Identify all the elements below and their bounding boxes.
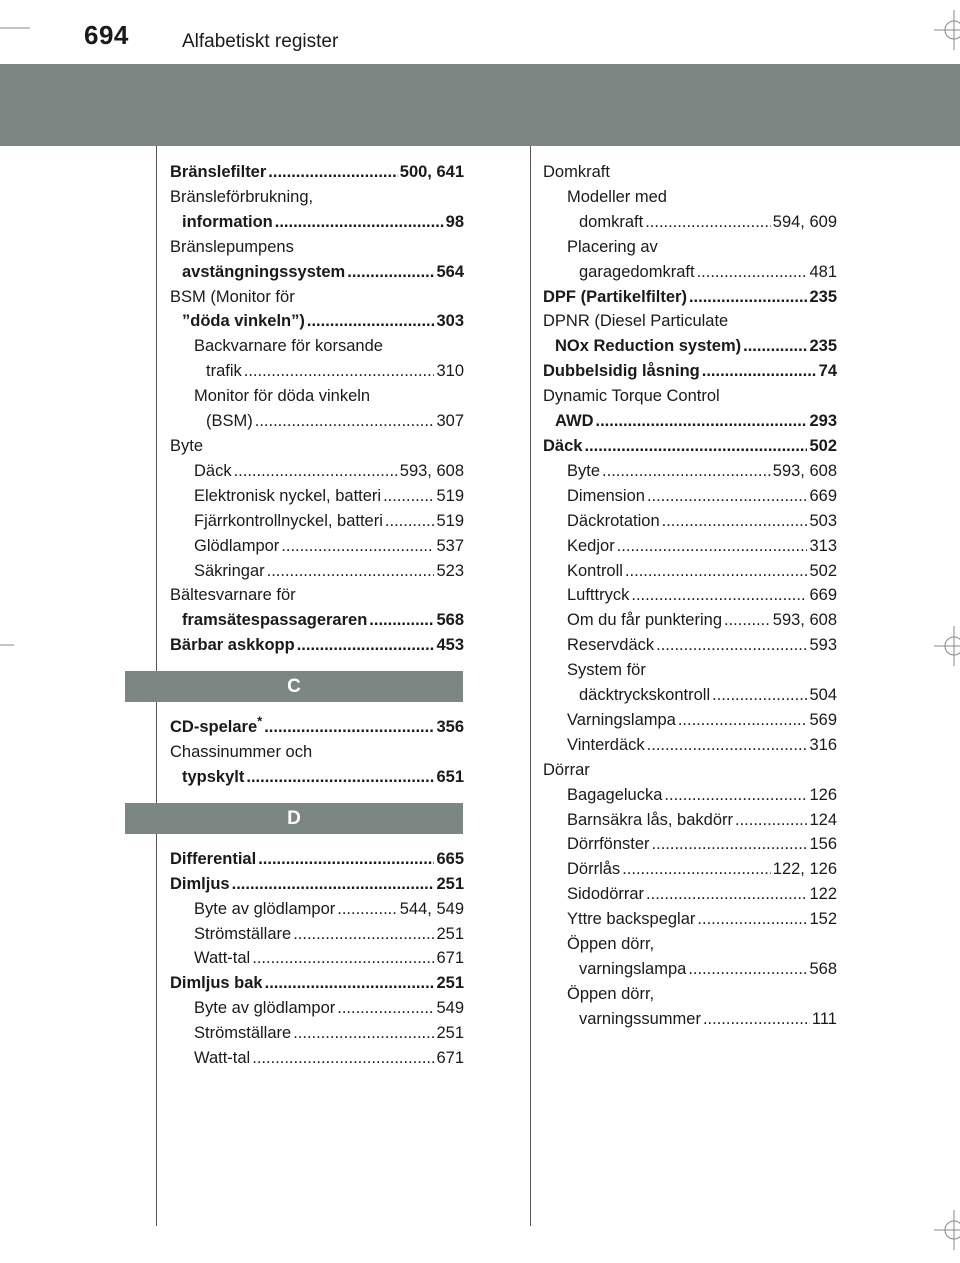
index-subentry (170, 384, 464, 434)
entry-term: Bältesvarnare för (170, 586, 296, 605)
page-reference: 593, 608 (399, 461, 464, 480)
index-subentry (170, 559, 464, 584)
index-subentry (170, 897, 464, 922)
page-reference: 310 (436, 362, 464, 381)
entry-line (194, 409, 464, 434)
index-entry (170, 971, 464, 996)
dot-leader (258, 847, 434, 872)
entry-term: Dörrar (543, 760, 590, 779)
dot-leader (275, 210, 444, 235)
index-subentry (170, 946, 464, 971)
dot-leader (252, 1046, 434, 1071)
dot-leader (337, 897, 398, 922)
crop-mark-bottom-right (920, 1200, 960, 1263)
entry-term: Byte av glödlampor (194, 999, 336, 1018)
page-reference: 568 (809, 960, 837, 978)
page-reference: 313 (809, 536, 837, 555)
entry-line (567, 808, 837, 833)
entry-line (170, 608, 464, 633)
entry-term: ”döda vinkeln”) (182, 312, 305, 331)
entry-line (567, 484, 837, 509)
dot-leader (678, 708, 808, 733)
entry-term: Dörrlås (567, 860, 621, 879)
index-entry (543, 285, 837, 310)
entry-line (567, 509, 837, 534)
index-entry (543, 384, 837, 434)
entry-term: Modeller med (567, 187, 667, 206)
dot-leader (652, 832, 808, 857)
entry-term: information (182, 212, 273, 231)
entry-term: Öppen dörr, (567, 935, 655, 954)
page-reference: 519 (436, 511, 464, 530)
page-reference: 124 (809, 810, 837, 829)
entry-line (543, 285, 837, 310)
entry-line (567, 832, 837, 857)
index-subentry (543, 559, 837, 584)
dot-leader (697, 907, 807, 932)
index-group-d-continued (543, 160, 837, 1032)
index-group-d (170, 847, 464, 1071)
entry-term: DPNR (Diesel Particulate (543, 312, 729, 331)
dot-leader (584, 434, 807, 459)
page-reference: 293 (809, 412, 837, 431)
index-subentry (543, 907, 837, 932)
page-reference: 503 (809, 511, 837, 530)
page-reference: 502 (809, 561, 837, 580)
entry-line (170, 847, 464, 872)
entry-line (194, 534, 464, 559)
page-reference: 122, 126 (772, 860, 837, 879)
index-subentry (543, 235, 837, 285)
index-entry (170, 633, 464, 658)
index-entry (543, 758, 837, 783)
page-reference: 122 (809, 885, 837, 904)
entry-line (543, 334, 837, 359)
entry-term: varningslampa (579, 960, 687, 978)
dot-leader (267, 559, 435, 584)
index-subentry (543, 783, 837, 808)
page-number: 694 (84, 20, 129, 50)
page-reference: 651 (436, 767, 464, 786)
index-subentry (170, 509, 464, 534)
dot-leader (234, 459, 398, 484)
entry-line (194, 996, 464, 1021)
entry-line (170, 715, 464, 740)
page-reference: 593, 608 (772, 611, 837, 630)
page-reference: 568 (436, 611, 464, 630)
dot-leader (385, 509, 435, 534)
index-entry (170, 740, 464, 790)
index-subentry (543, 583, 837, 608)
entry-line (194, 1021, 464, 1046)
page-reference: 665 (436, 849, 464, 868)
index-subentry (543, 808, 837, 833)
index-subentry (543, 658, 837, 708)
entry-line (194, 509, 464, 534)
index-subentry (543, 857, 837, 882)
dot-leader (647, 484, 808, 509)
page-title: Alfabetiskt register (182, 31, 339, 52)
entry-term: Dimljus bak (170, 974, 263, 993)
page-reference: 593, 608 (772, 461, 837, 480)
entry-line (567, 559, 837, 584)
crop-mark-top-left (0, 0, 40, 40)
page-reference: 111 (811, 1009, 837, 1028)
index-entry (170, 235, 464, 285)
entry-term: Fjärrkontrollnyckel, batteri (194, 511, 383, 530)
page-reference: 502 (809, 436, 837, 455)
dot-leader (735, 808, 807, 833)
crop-mark-mid-left (0, 640, 20, 650)
entry-term: Watt-tal (194, 949, 251, 968)
entry-term: typskylt (182, 767, 245, 786)
dot-leader (596, 409, 808, 434)
page-reference: 594, 609 (772, 212, 837, 231)
entry-line (194, 559, 464, 584)
index-subentry (543, 633, 837, 658)
entry-line (170, 309, 464, 334)
entry-line (194, 922, 464, 947)
page-reference: 316 (809, 735, 837, 754)
entry-term: BSM (Monitor för (170, 287, 295, 306)
entry-line (194, 1046, 464, 1071)
index-entry (543, 434, 837, 459)
entry-term: Reservdäck (567, 636, 655, 655)
page-reference: 671 (436, 1049, 464, 1068)
entry-line (567, 882, 837, 907)
page-reference: 251 (436, 974, 464, 993)
index-subentry (543, 459, 837, 484)
entry-term: Öppen dörr, (567, 984, 655, 1003)
index-subentry (170, 334, 464, 384)
dot-leader (646, 882, 807, 907)
page-reference: 500, 641 (399, 163, 464, 181)
entry-term: Dubbelsidig låsning (543, 362, 700, 381)
entry-term: (BSM) (206, 412, 253, 431)
index-entry (170, 583, 464, 633)
index-subentry (543, 534, 837, 559)
dot-leader (252, 946, 434, 971)
entry-term: trafik (206, 362, 242, 381)
page-reference: 549 (436, 999, 464, 1018)
entry-term: Byte (567, 461, 601, 480)
entry-term: Glödlampor (194, 536, 280, 555)
page-reference: 593 (809, 636, 837, 655)
entry-term: Strömställare (194, 924, 292, 943)
entry-term: Dimension (567, 486, 645, 505)
index-subentry (170, 1046, 464, 1071)
dot-leader (662, 509, 808, 534)
page-reference: 303 (436, 312, 464, 331)
index-subentry (543, 932, 837, 982)
index-entry (170, 872, 464, 897)
page-reference: 481 (809, 262, 837, 281)
dot-leader (255, 409, 435, 434)
dot-leader (743, 334, 807, 359)
dot-leader (232, 872, 435, 897)
entry-line (567, 783, 837, 808)
page-reference: 356 (436, 718, 464, 737)
page-reference: 235 (809, 287, 837, 306)
letter-heading-d: D (125, 803, 463, 834)
dot-leader (264, 715, 434, 740)
dot-leader (625, 559, 808, 584)
entry-term: Monitor för döda vinkeln (194, 387, 371, 406)
dot-leader (265, 971, 435, 996)
entry-term: Domkraft (543, 163, 610, 181)
page-reference: 544, 549 (399, 899, 464, 918)
page-reference: 504 (809, 686, 837, 705)
entry-term: Däck (194, 461, 232, 480)
index-group-b (170, 160, 464, 658)
entry-term: garagedomkraft (579, 262, 695, 281)
index-entry (170, 185, 464, 235)
entry-line (567, 608, 837, 633)
index-subentry (543, 509, 837, 534)
index-subentry (170, 484, 464, 509)
page-reference: 74 (818, 362, 837, 381)
entry-line (170, 633, 464, 658)
page-reference: 156 (809, 835, 837, 854)
dot-leader (645, 210, 771, 235)
page-reference: 671 (436, 949, 464, 968)
dot-leader (656, 633, 807, 658)
entry-term: varningssummer (579, 1009, 701, 1028)
entry-term: Elektronisk nyckel, batteri (194, 486, 382, 505)
entry-term: Dynamic Torque Control (543, 387, 720, 406)
entry-term: Byte av glödlampor (194, 899, 336, 918)
dot-leader (631, 583, 807, 608)
entry-term: Vinterdäck (567, 735, 645, 754)
entry-term: Sidodörrar (567, 885, 645, 904)
index-subentry (543, 484, 837, 509)
index-subentry (543, 708, 837, 733)
entry-term: NOx Reduction system) (555, 337, 742, 356)
page-reference: 235 (809, 337, 837, 356)
entry-line (194, 946, 464, 971)
dot-leader (246, 765, 434, 790)
entry-term: Varningslampa (567, 710, 676, 729)
entry-line (170, 872, 464, 897)
page-reference: 98 (445, 212, 464, 231)
page-reference: 126 (809, 785, 837, 804)
index-subentry (170, 1021, 464, 1046)
entry-line (567, 633, 837, 658)
index-entry (543, 160, 837, 185)
page-reference: 669 (809, 486, 837, 505)
entry-term: avstängningssystem (182, 262, 346, 281)
page-reference: 307 (436, 412, 464, 431)
entry-line (170, 210, 464, 235)
entry-line (543, 359, 837, 384)
entry-line (194, 359, 464, 384)
entry-term: Bärbar askkopp (170, 636, 295, 655)
dot-leader (697, 260, 808, 285)
entry-term: Backvarnare för korsande (194, 337, 383, 356)
entry-term: Chassinummer och (170, 743, 313, 762)
entry-term: Bränslepumpens (170, 237, 294, 256)
index-subentry (170, 996, 464, 1021)
page-reference: 564 (436, 262, 464, 281)
index-subentry (543, 832, 837, 857)
entry-term: Dörrfönster (567, 835, 650, 854)
dot-leader (293, 1021, 434, 1046)
entry-line (567, 857, 837, 882)
entry-line (567, 907, 837, 932)
column-rule-right (530, 146, 531, 1226)
dot-leader (347, 260, 434, 285)
entry-term: Placering av (567, 237, 658, 256)
dot-leader (724, 608, 771, 633)
entry-term: Barnsäkra lås, bakdörr (567, 810, 733, 829)
entry-line (170, 971, 464, 996)
entry-term: Byte (170, 436, 204, 455)
entry-line (194, 484, 464, 509)
index-group-c (170, 715, 464, 790)
page-reference: 251 (436, 924, 464, 943)
entry-term: Kedjor (567, 536, 615, 555)
index-entry (170, 160, 464, 185)
letter-heading-c: C (125, 671, 463, 702)
entry-term: DPF (Partikelfilter) (543, 287, 687, 306)
entry-term: Bagagelucka (567, 785, 663, 804)
index-subentry (170, 459, 464, 484)
index-subentry (543, 982, 837, 1032)
page-reference: 519 (436, 486, 464, 505)
entry-term: System för (567, 661, 646, 680)
crop-mark-top-right (920, 0, 960, 60)
page-reference: 523 (436, 561, 464, 580)
entry-line (567, 210, 837, 235)
page-reference: 251 (436, 1024, 464, 1043)
entry-line (567, 534, 837, 559)
dot-leader (702, 359, 817, 384)
dot-leader (307, 309, 435, 334)
entry-term: Differential (170, 849, 257, 868)
entry-line (170, 260, 464, 285)
page-reference: 152 (809, 910, 837, 929)
entry-term: däcktryckskontroll (579, 686, 711, 705)
page-header (0, 0, 960, 64)
index-column-left (170, 160, 464, 1071)
dot-leader (622, 857, 771, 882)
dot-leader (244, 359, 435, 384)
entry-term: CD-spelare* (170, 713, 263, 737)
index-subentry (170, 534, 464, 559)
entry-line (170, 765, 464, 790)
entry-term: Lufttryck (567, 586, 630, 605)
entry-line (567, 260, 837, 285)
dot-leader (293, 922, 434, 947)
entry-term: Yttre backspeglar (567, 910, 696, 929)
index-entry (170, 847, 464, 872)
index-entry (170, 285, 464, 335)
index-subentry (543, 185, 837, 235)
dot-leader (688, 957, 807, 982)
index-entry (170, 434, 464, 459)
index-entry (170, 715, 464, 740)
dot-leader (297, 633, 435, 658)
entry-term: Watt-tal (194, 1049, 251, 1068)
crop-mark-mid-right (920, 622, 960, 670)
entry-line (567, 733, 837, 758)
dot-leader (617, 534, 808, 559)
entry-line (194, 897, 464, 922)
dot-leader (647, 733, 808, 758)
entry-term: Dimljus (170, 874, 230, 893)
entry-term: Bränslefilter (170, 163, 267, 181)
page-reference: 669 (809, 586, 837, 605)
footnote-marker: * (257, 713, 263, 729)
entry-term: Kontroll (567, 561, 623, 580)
dot-leader (369, 608, 434, 633)
entry-term: Om du får punktering (567, 611, 722, 630)
dot-leader (383, 484, 434, 509)
entry-line (170, 160, 464, 185)
page-reference: 569 (809, 710, 837, 729)
dot-leader (712, 683, 807, 708)
dot-leader (337, 996, 434, 1021)
index-subentry (543, 733, 837, 758)
dot-leader (602, 459, 771, 484)
index-column-right (543, 160, 837, 1032)
entry-term: Strömställare (194, 1024, 292, 1043)
dot-leader (281, 534, 434, 559)
entry-term: framsätespassageraren (182, 611, 368, 630)
header-banner (0, 64, 960, 146)
entry-term: Däckrotation (567, 511, 660, 530)
entry-term: AWD (555, 412, 594, 431)
page-reference: 453 (436, 636, 464, 655)
entry-line (567, 583, 837, 608)
entry-line (194, 459, 464, 484)
dot-leader (664, 783, 807, 808)
index-entry (543, 359, 837, 384)
entry-term: Bränsleförbrukning, (170, 187, 314, 206)
entry-line (567, 708, 837, 733)
index-subentry (543, 882, 837, 907)
entry-line (543, 434, 837, 459)
index-entry (543, 309, 837, 359)
dot-leader (689, 285, 808, 310)
index-subentry (170, 922, 464, 947)
entry-line (567, 459, 837, 484)
entry-term: Däck (543, 436, 583, 455)
dot-leader (703, 1007, 810, 1032)
entry-term: Säkringar (194, 561, 265, 580)
entry-line (567, 957, 837, 982)
dot-leader (268, 160, 397, 185)
page-reference: 537 (436, 536, 464, 555)
entry-term: domkraft (579, 212, 644, 231)
page-reference: 251 (436, 874, 464, 893)
entry-line (567, 1007, 837, 1032)
entry-line (543, 409, 837, 434)
entry-line (567, 683, 837, 708)
index-subentry (543, 608, 837, 633)
